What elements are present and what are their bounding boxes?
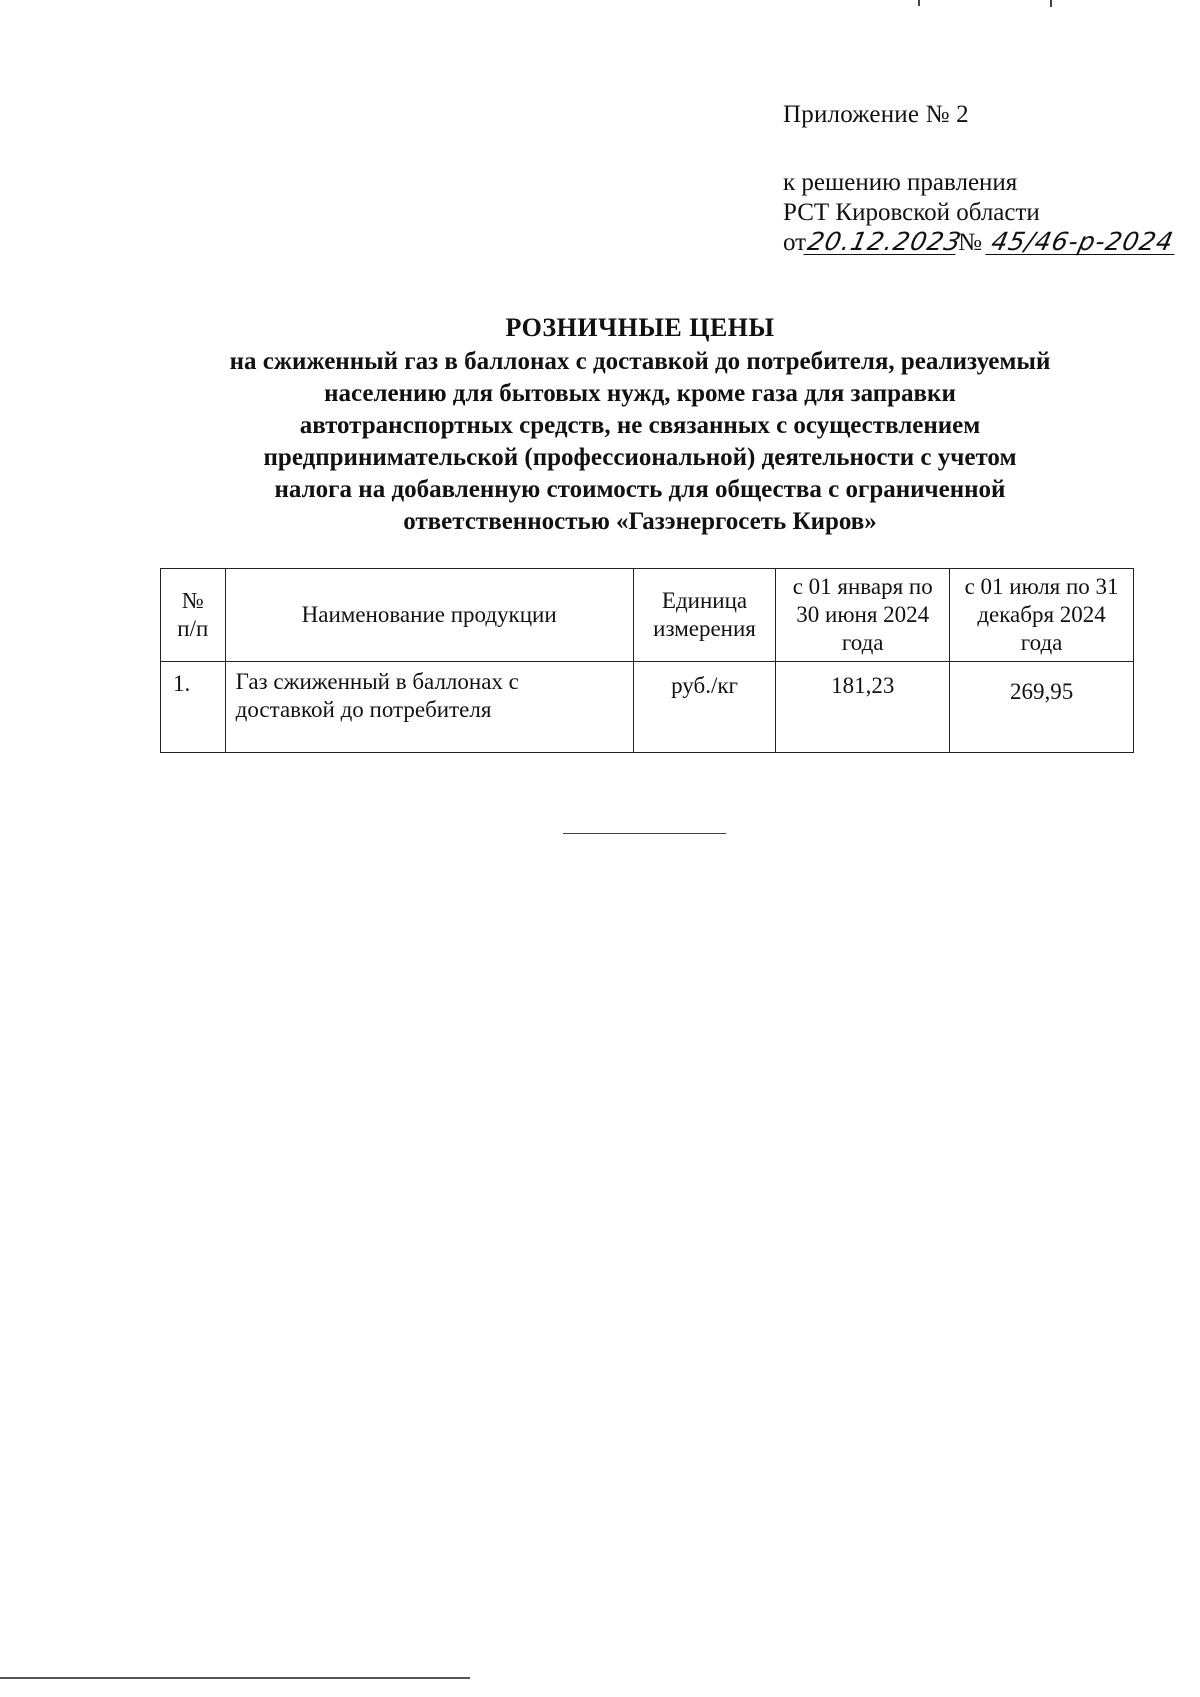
title-line: налога на добавленную стоимость для общества с ограниченной (274, 476, 1006, 503)
header-product-name: Наименование продукции (225, 569, 633, 662)
scan-bottom-edge-line (0, 1677, 470, 1679)
handwritten-number: 45/46-р-2024 (986, 230, 1180, 255)
header-period-2: с 01 июля по 31 декабря 2024 года (950, 569, 1134, 662)
number-prefix: № (958, 229, 982, 256)
end-of-document-rule (563, 833, 726, 834)
decision-reference (783, 168, 1177, 258)
table-row (161, 662, 1134, 753)
cell-price-period-2: 269,95 (950, 662, 1134, 753)
decision-date-number-line (783, 228, 1177, 258)
scan-artifact-mark (918, 0, 920, 6)
cell-product-name: Газ сжиженный в баллонах с доставкой до потребителя (225, 662, 633, 753)
header-row-number: № п/п (161, 569, 226, 662)
scan-artifact-mark (1050, 0, 1052, 7)
cell-unit: руб./кг (633, 662, 776, 753)
header-period-1: с 01 января по 30 июня 2024 года (776, 569, 950, 662)
title-line: ответственностью «Газэнергосеть Киров» (403, 508, 877, 535)
cell-row-number: 1. (161, 662, 226, 753)
decision-line-1: к решению правления (783, 169, 1018, 196)
document-title (160, 312, 1120, 538)
title-line: автотранспортных средств, не связанных с осуществлением (299, 412, 981, 439)
title-line: предпринимательской (профессиональной) деятельности с учетом (263, 444, 1017, 471)
handwritten-date: 20.12.2023 (805, 227, 965, 256)
table-header-row (161, 569, 1134, 662)
date-prefix: от (783, 229, 807, 256)
title-line: населению для бытовых нужд, кроме газа для заправки (324, 380, 956, 407)
header-unit: Единица измерения (633, 569, 776, 662)
decision-line-2: РСТ Кировской области (783, 199, 1040, 226)
cell-price-period-1: 181,23 (776, 662, 950, 753)
price-table (160, 568, 1134, 753)
title-subtitle (160, 346, 1120, 538)
title-line: на сжиженный газ в баллонах с доставкой до потребителя, реализуемый (229, 348, 1051, 375)
appendix-label: Приложение № 2 (783, 101, 969, 128)
title-main: РОЗНИЧНЫЕ ЦЕНЫ (505, 313, 775, 342)
